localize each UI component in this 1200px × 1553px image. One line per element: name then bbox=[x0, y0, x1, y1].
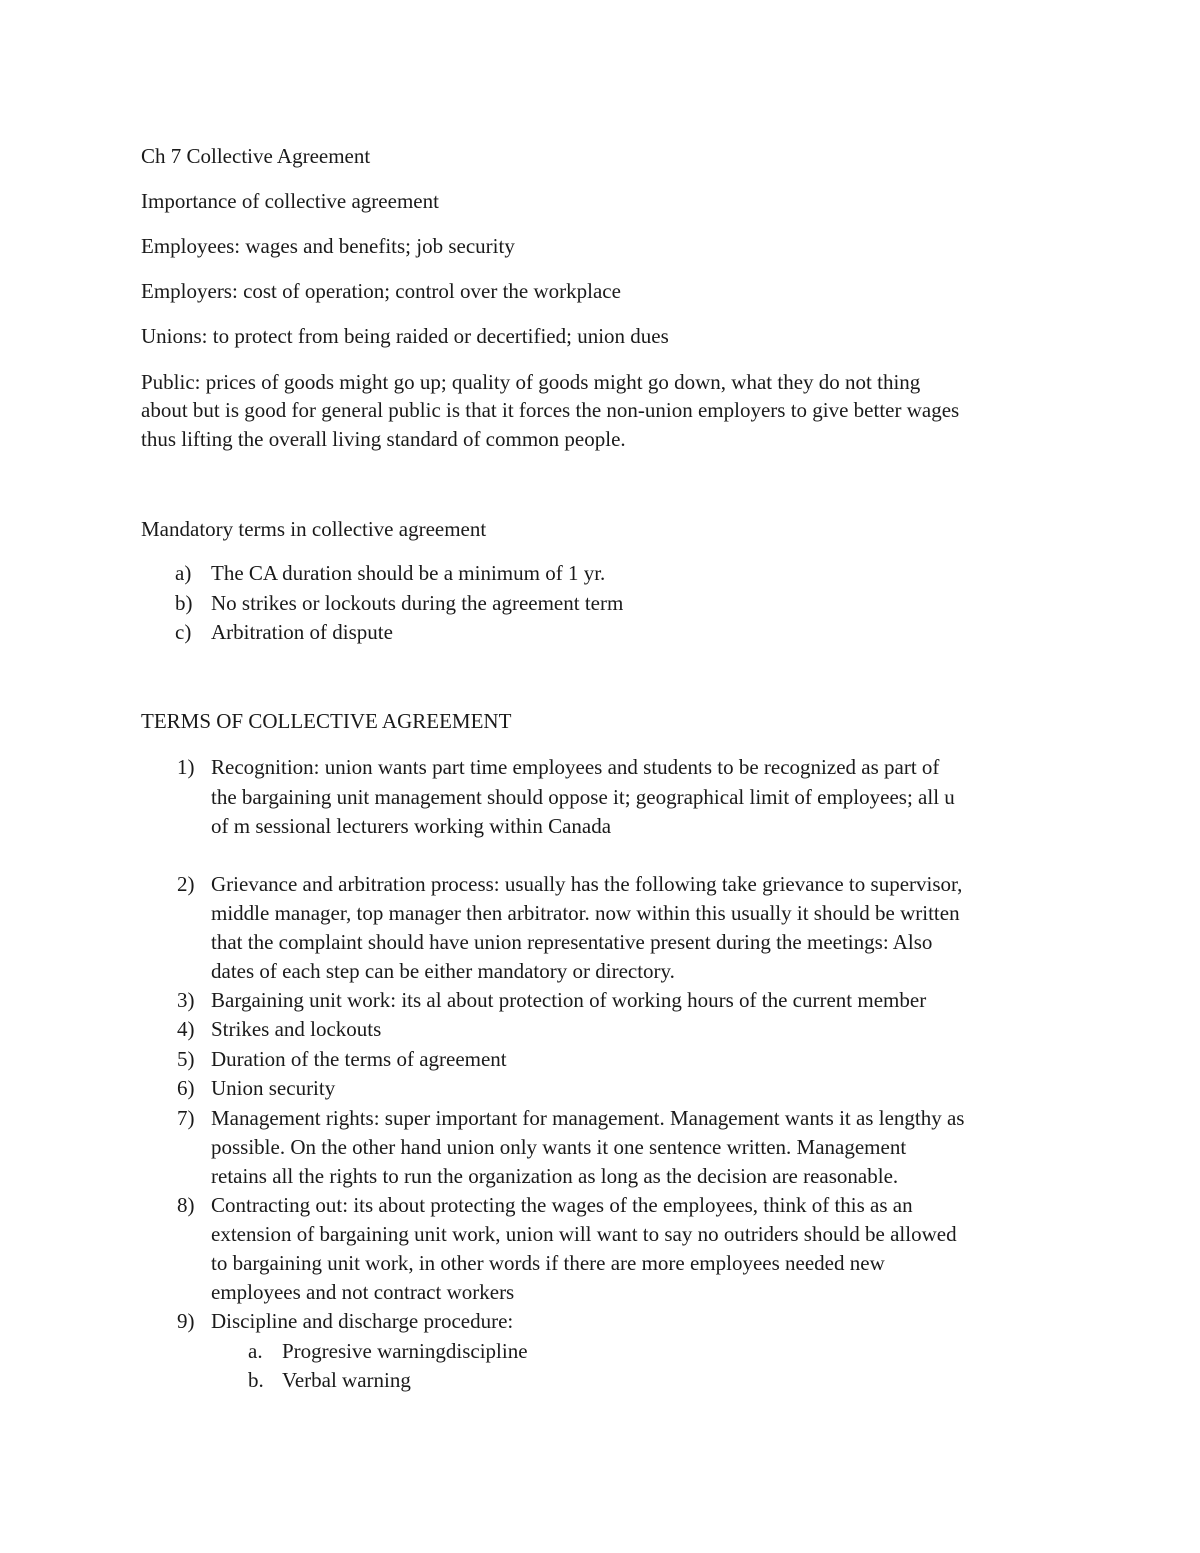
page-title: Ch 7 Collective Agreement bbox=[141, 144, 371, 168]
terms-marker-2: 2) bbox=[177, 872, 195, 896]
importance-public-line-3: thus lifting the overall living standard of common people. bbox=[141, 427, 626, 451]
terms-item-1-line-1: Recognition: union wants part time employees and students to be recognized as part of bbox=[211, 755, 940, 779]
terms-item-8-line-3: to bargaining unit work, in other words if there are more employees needed new bbox=[211, 1251, 885, 1275]
terms-marker-1: 1) bbox=[177, 755, 195, 779]
importance-unions: Unions: to protect from being raided or decertified; union dues bbox=[141, 324, 669, 348]
mandatory-heading: Mandatory terms in collective agreement bbox=[141, 517, 487, 541]
terms-item-1-line-3: of m sessional lecturers working within Canada bbox=[211, 814, 612, 838]
terms-item-7-line-3: retains all the rights to run the organization as long as the decision are reasonable. bbox=[211, 1164, 899, 1188]
terms-sub-item-b: Verbal warning bbox=[282, 1368, 411, 1392]
terms-marker-6: 6) bbox=[177, 1076, 195, 1100]
mandatory-item-b: No strikes or lockouts during the agreement term bbox=[211, 591, 624, 615]
mandatory-marker-b: b) bbox=[175, 591, 193, 615]
mandatory-item-a: The CA duration should be a minimum of 1 yr. bbox=[211, 561, 606, 585]
terms-marker-5: 5) bbox=[177, 1047, 195, 1071]
terms-sub-marker-a: a. bbox=[248, 1339, 263, 1363]
terms-item-9: Discipline and discharge procedure: bbox=[211, 1309, 514, 1333]
terms-item-8-line-2: extension of bargaining unit work, union will want to say no outriders should be allowed bbox=[211, 1222, 957, 1246]
terms-item-5: Duration of the terms of agreement bbox=[211, 1047, 507, 1071]
terms-item-1-line-2: the bargaining unit management should oppose it; geographical limit of employees; all u bbox=[211, 785, 955, 809]
terms-item-4: Strikes and lockouts bbox=[211, 1017, 382, 1041]
terms-sub-item-a: Progresive warningdiscipline bbox=[282, 1339, 528, 1363]
terms-item-8-line-4: employees and not contract workers bbox=[211, 1280, 515, 1304]
terms-item-7-line-1: Management rights: super important for management. Management wants it as lengthy as bbox=[211, 1106, 965, 1130]
importance-heading: Importance of collective agreement bbox=[141, 189, 439, 213]
mandatory-marker-c: c) bbox=[175, 620, 192, 644]
terms-item-3: Bargaining unit work: its al about protection of working hours of the current member bbox=[211, 988, 927, 1012]
terms-item-2-line-2: middle manager, top manager then arbitrator. now within this usually it should be written bbox=[211, 901, 960, 925]
terms-marker-3: 3) bbox=[177, 988, 195, 1012]
terms-item-2-line-3: that the complaint should have union representative present during the meetings: Also bbox=[211, 930, 933, 954]
terms-marker-7: 7) bbox=[177, 1106, 195, 1130]
terms-marker-9: 9) bbox=[177, 1309, 195, 1333]
terms-sub-marker-b: b. bbox=[248, 1368, 264, 1392]
mandatory-marker-a: a) bbox=[175, 561, 192, 585]
terms-item-6: Union security bbox=[211, 1076, 336, 1100]
importance-public-line-1: Public: prices of goods might go up; quality of goods might go down, what they do not thing bbox=[141, 370, 921, 394]
terms-item-8-line-1: Contracting out: its about protecting the wages of the employees, think of this as an bbox=[211, 1193, 913, 1217]
importance-employers: Employers: cost of operation; control over the workplace bbox=[141, 279, 621, 303]
terms-item-7-line-2: possible. On the other hand union only wants it one sentence written. Management bbox=[211, 1135, 907, 1159]
terms-marker-8: 8) bbox=[177, 1193, 195, 1217]
importance-employees: Employees: wages and benefits; job security bbox=[141, 234, 515, 258]
terms-heading: TERMS OF COLLECTIVE AGREEMENT bbox=[141, 709, 512, 733]
mandatory-item-c: Arbitration of dispute bbox=[211, 620, 393, 644]
terms-marker-4: 4) bbox=[177, 1017, 195, 1041]
importance-public-line-2: about but is good for general public is that it forces the non-union employers to give better wages bbox=[141, 398, 960, 422]
terms-item-2-line-1: Grievance and arbitration process: usually has the following take grievance to supervisor, bbox=[211, 872, 963, 896]
terms-item-2-line-4: dates of each step can be either mandatory or directory. bbox=[211, 959, 675, 983]
